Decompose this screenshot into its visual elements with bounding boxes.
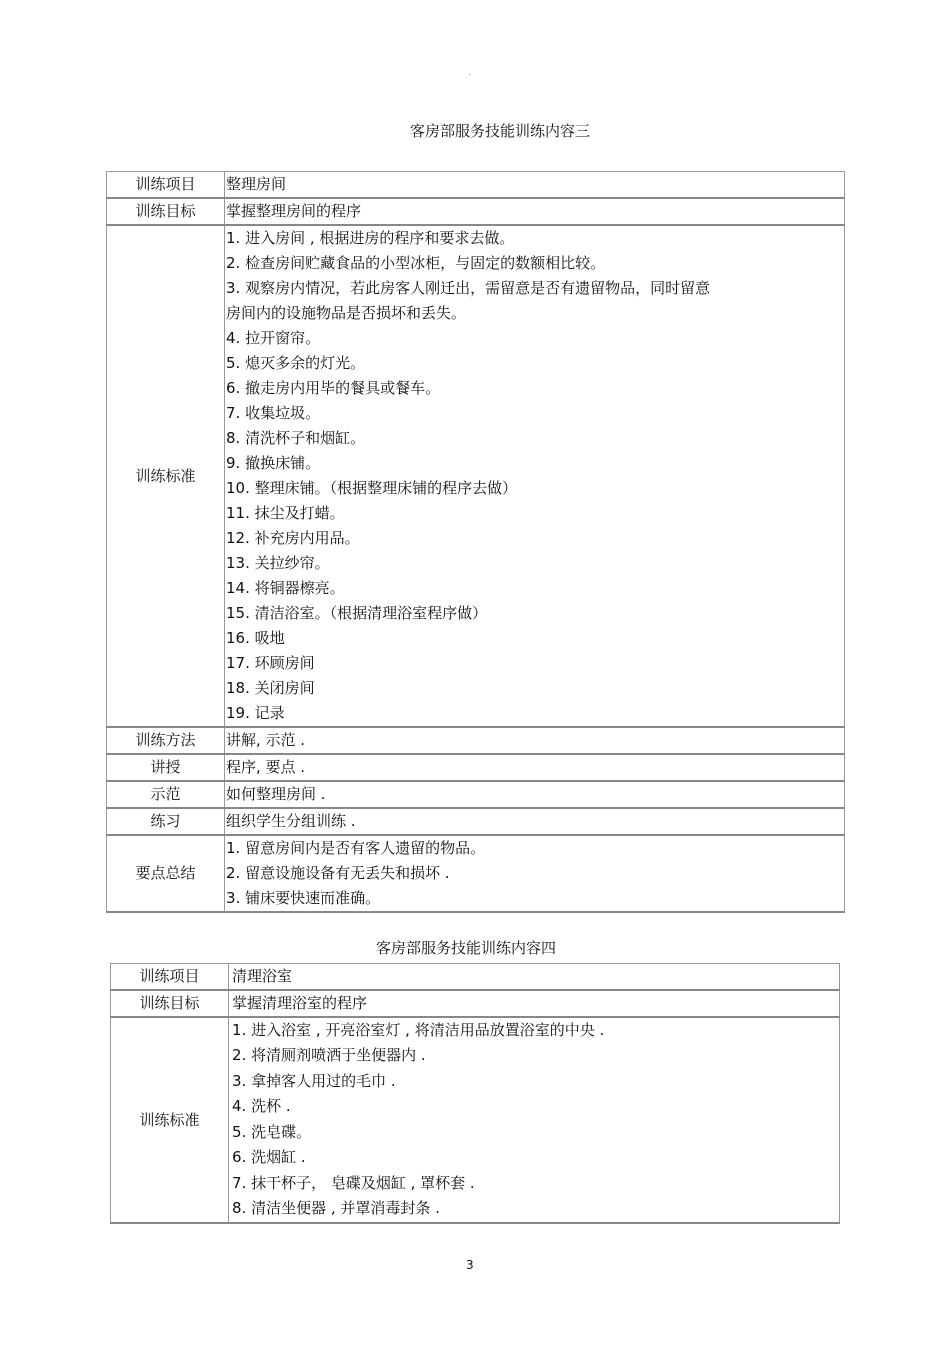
list-item: 4. 拉开窗帘。 <box>226 328 321 347</box>
demo-value: 如何整理房间 . <box>225 781 845 808</box>
list-item: 6. 洗烟缸 . <box>232 1148 306 1166</box>
summary-list <box>226 836 844 911</box>
list-item: 10. 整理床铺。（根据整理床铺的程序去做） <box>226 478 518 497</box>
list-item: 16. 吸地 <box>226 628 285 647</box>
list-item: 5. 洗皂碟。 <box>232 1122 312 1141</box>
row-practice <box>107 808 845 835</box>
practice-label: 练习 <box>107 808 225 835</box>
goal-value: 掌握整理房间的程序 <box>225 198 845 225</box>
project-label: 训练项目 <box>107 172 225 198</box>
standard-label: 训练标准 <box>107 225 225 727</box>
row-project <box>107 172 845 198</box>
list-item: 19. 记录 <box>226 703 285 722</box>
row-method <box>107 727 845 754</box>
standard-label: 训练标准 <box>111 1017 229 1223</box>
project-value: 清理浴室 <box>229 964 840 990</box>
list-item: 2. 将清厕剂喷洒于坐便器内 . <box>232 1046 426 1064</box>
row-goal <box>107 198 845 225</box>
summary-label: 要点总结 <box>107 835 225 912</box>
row-teach <box>107 754 845 781</box>
row-standard <box>107 225 845 727</box>
list-item: 7. 收集垃圾。 <box>226 403 321 422</box>
list-item: 3. 观察房内情况，若此房客人刚迁出，需留意是否有遗留物品，同时留意 <box>226 278 711 297</box>
list-item: 17. 环顾房间 <box>226 653 315 672</box>
list-item: 13. 关拉纱帘。 <box>226 553 330 572</box>
goal-label: 训练目标 <box>107 198 225 225</box>
goal-value: 掌握清理浴室的程序 <box>229 990 840 1017</box>
training-table-3 <box>106 171 845 913</box>
method-value: 讲解, 示范 . <box>225 727 845 754</box>
standard-cell <box>225 225 845 727</box>
row-project <box>111 964 840 990</box>
list-item: 8. 清洁坐便器 , 并罩消毒封条 . <box>232 1199 440 1217</box>
training-table-4 <box>110 963 840 1224</box>
section-title-4: 客房部服务技能训练内容四 <box>375 939 556 957</box>
method-label: 训练方法 <box>107 727 225 754</box>
list-item: 18. 关闭房间 <box>226 678 315 697</box>
list-item: 1. 进入房间 , 根据进房的程序和要求去做。 <box>226 228 515 247</box>
demo-label: 示范 <box>107 781 225 808</box>
section-title-3: 客房部服务技能训练内容三 <box>409 122 590 140</box>
list-item: 7. 抹干杯子， 皂碟及烟缸 , 罩杯套 . <box>232 1173 475 1192</box>
header-mark: - <box>468 70 471 79</box>
list-item: 2. 检查房间贮藏食品的小型冰柜，与固定的数额相比较。 <box>226 253 606 272</box>
summary-cell <box>225 835 845 912</box>
standard-list <box>230 1018 839 1222</box>
project-label: 训练项目 <box>111 964 229 990</box>
list-item: 12. 补充房内用品。 <box>226 528 360 547</box>
teach-value: 程序, 要点 . <box>225 754 845 781</box>
list-item: 6. 撤走房内用毕的餐具或餐车。 <box>226 378 441 397</box>
row-demo <box>107 781 845 808</box>
practice-value: 组织学生分组训练 . <box>225 808 845 835</box>
list-item: 5. 熄灭多余的灯光。 <box>226 353 366 372</box>
row-summary <box>107 835 845 912</box>
list-item: 房间内的设施物品是否损坏和丢失。 <box>226 303 467 322</box>
list-item: 8. 清洗杯子和烟缸。 <box>226 428 366 447</box>
list-item: 3. 铺床要快速而准确。 <box>226 888 381 907</box>
goal-label: 训练目标 <box>111 990 229 1017</box>
project-value: 整理房间 <box>225 172 845 198</box>
standard-list <box>226 226 844 726</box>
teach-label: 讲授 <box>107 754 225 781</box>
list-item: 1. 进入浴室 , 开亮浴室灯 , 将清洁用品放置浴室的中央 . <box>232 1020 605 1039</box>
row-goal <box>111 990 840 1017</box>
row-standard <box>111 1017 840 1223</box>
page-number: 3 <box>466 1258 474 1272</box>
list-item: 3. 拿掉客人用过的毛巾 . <box>232 1071 396 1090</box>
list-item: 15. 清洁浴室。（根据清理浴室程序做） <box>226 603 488 622</box>
list-item: 9. 撤换床铺。 <box>226 453 321 472</box>
list-item: 2. 留意设施设备有无丢失和损坏 . <box>226 863 450 882</box>
list-item: 14. 将铜器檫亮。 <box>226 578 345 597</box>
list-item: 4. 洗杯 . <box>232 1097 291 1115</box>
list-item: 11. 抹尘及打蜡。 <box>226 503 345 522</box>
list-item: 1. 留意房间内是否有客人遗留的物品。 <box>226 838 486 857</box>
standard-cell <box>229 1017 840 1223</box>
